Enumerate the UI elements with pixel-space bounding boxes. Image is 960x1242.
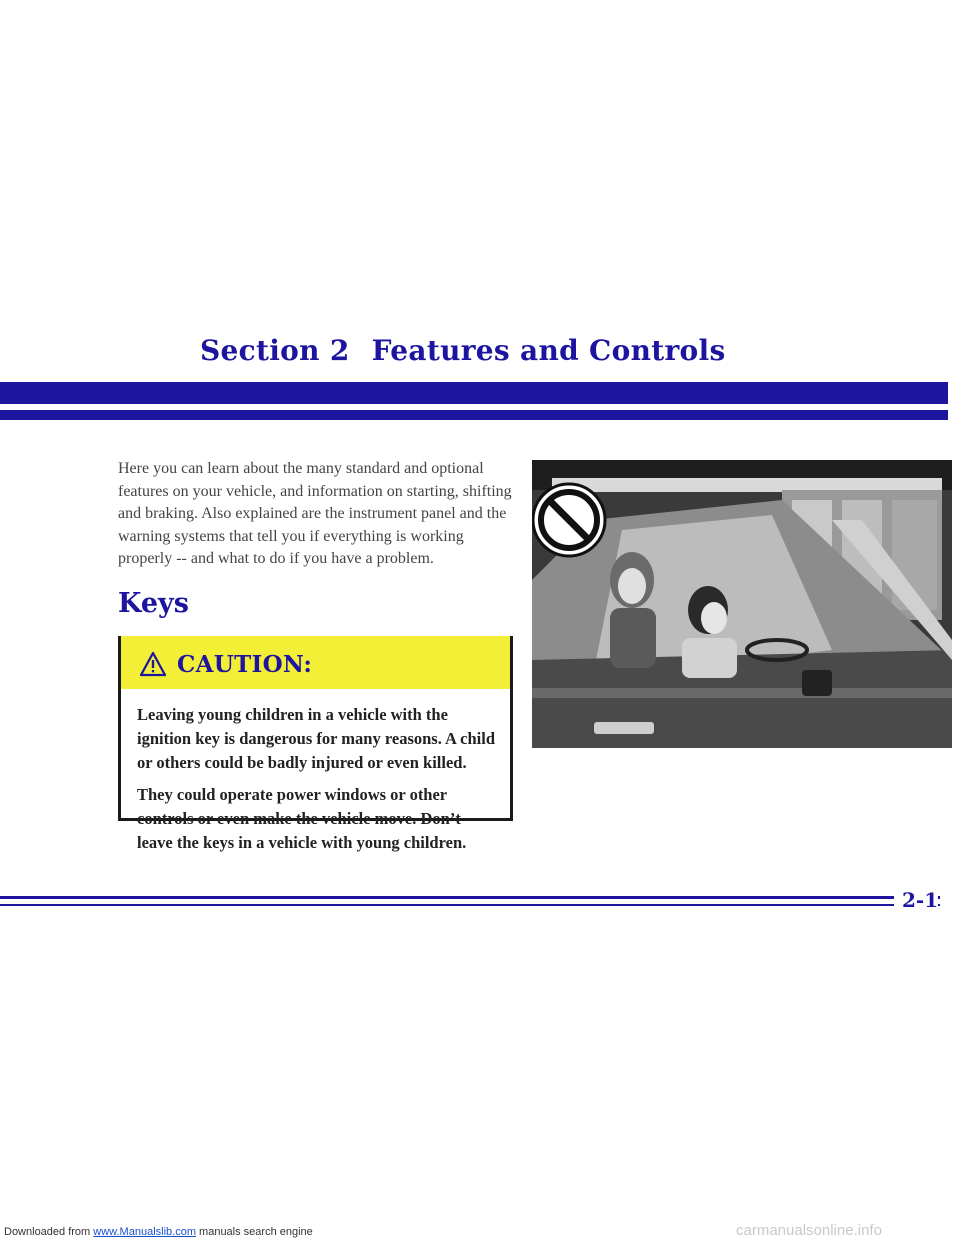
section-number: Section 2 bbox=[200, 334, 350, 367]
footer-rule-thin bbox=[0, 904, 940, 906]
header-band-thin bbox=[0, 410, 948, 420]
section-name: Features and Controls bbox=[371, 334, 726, 367]
children-in-car-illustration bbox=[532, 460, 952, 748]
caution-box bbox=[118, 636, 513, 852]
manualslib-link[interactable]: www.Manualslib.com bbox=[93, 1226, 196, 1238]
download-note bbox=[4, 1226, 313, 1238]
section-title bbox=[200, 334, 726, 367]
page-number: 2-1 bbox=[894, 888, 938, 912]
caution-paragraph-1: Leaving young children in a vehicle with the ignition key is dangerous for many reasons. A child or others could be badly injured or even killed. bbox=[137, 705, 496, 772]
caution-paragraph-2: They could operate power windows or other controls or even make the vehicle move. Don’t leave the keys in a vehicle with young children. bbox=[137, 785, 467, 852]
footer-rule-thick bbox=[0, 896, 940, 899]
warning-triangle-icon bbox=[139, 651, 167, 677]
download-prefix: Downloaded from bbox=[4, 1226, 94, 1238]
download-suffix: manuals search engine bbox=[195, 1226, 313, 1238]
intro-paragraph: Here you can learn about the many standard and optional features on your vehicle, and information on starting, shifting and braking. Also explained are the instrument panel and the warning systems that tell you if everything is working properly -- and what to do if you have a problem. bbox=[118, 460, 512, 568]
header-band-thick bbox=[0, 382, 948, 404]
illustration-drawing bbox=[532, 460, 952, 748]
site-watermark: carmanualsonline.info bbox=[736, 1222, 882, 1239]
caution-header bbox=[121, 636, 510, 689]
caution-label: CAUTION: bbox=[177, 650, 313, 678]
keys-heading: Keys bbox=[118, 588, 189, 619]
